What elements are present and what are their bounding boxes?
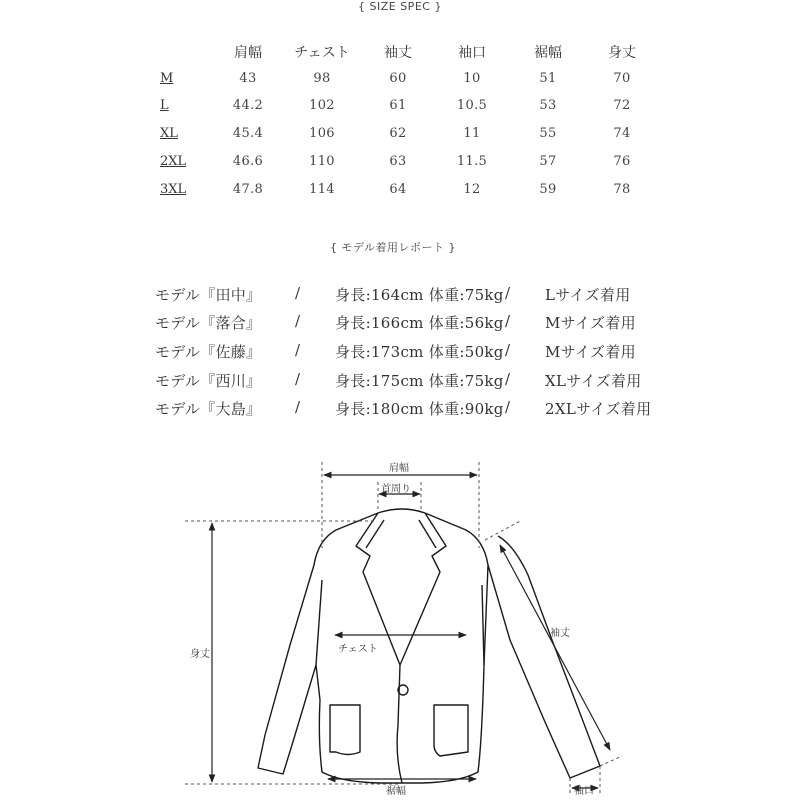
model-name: モデル『落合』 (155, 314, 262, 332)
sleeve-label: 袖丈 (550, 628, 570, 639)
right-pocket (434, 705, 468, 756)
row-label: XL (160, 126, 178, 141)
hem-label: 裾幅 (386, 786, 406, 797)
model-stats: 身長:173cm 体重:50kg (335, 343, 504, 361)
table-cell: 51 (539, 71, 557, 86)
model-size-worn: Mサイズ着用 (545, 343, 636, 361)
table-cell: 64 (389, 182, 407, 197)
collar-back (378, 509, 425, 513)
table-cell: 11 (463, 126, 481, 141)
table-cell: 10.5 (456, 98, 488, 113)
table-cell: 72 (613, 98, 631, 113)
column-header-hem: 裾幅 (534, 45, 562, 61)
table-cell: 11.5 (456, 154, 488, 169)
table-cell: 47.8 (232, 182, 264, 197)
table-cell: 63 (389, 154, 407, 169)
separator: / (505, 398, 511, 416)
neck-label: 首周り (381, 484, 411, 495)
table-cell: 12 (463, 182, 481, 197)
front-opening (397, 665, 402, 783)
length-label: 身丈 (190, 649, 210, 660)
table-cell: 10 (463, 71, 481, 86)
model-report-heading: { モデル着用レポート } (330, 241, 456, 254)
table-cell: 57 (539, 154, 557, 169)
model-name: モデル『田中』 (155, 286, 262, 304)
table-cell: 44.2 (232, 98, 264, 113)
table-cell: 70 (613, 71, 631, 86)
left-collar-edge (366, 520, 384, 548)
model-size-worn: 2XLサイズ着用 (545, 400, 652, 418)
row-label: M (160, 71, 174, 86)
model-stats: 身長:164cm 体重:75kg (335, 286, 504, 304)
column-header-cuff: 袖口 (458, 45, 486, 61)
separator: / (295, 284, 301, 302)
separator: / (295, 398, 301, 416)
table-cell: 43 (239, 71, 257, 86)
table-cell: 102 (309, 98, 335, 113)
separator: / (295, 370, 301, 388)
chest-label: チェスト (338, 644, 378, 655)
row-label: 3XL (160, 182, 187, 197)
model-stats: 身長:180cm 体重:90kg (335, 400, 504, 418)
table-cell: 53 (539, 98, 557, 113)
table-cell: 60 (389, 71, 407, 86)
table-cell: 106 (309, 126, 335, 141)
model-name: モデル『西川』 (155, 372, 262, 390)
separator: / (505, 341, 511, 359)
separator: / (295, 312, 301, 330)
table-cell: 62 (389, 126, 407, 141)
right-collar-edge (419, 520, 436, 548)
left-pocket (330, 705, 360, 755)
cuff-label: 袖口 (574, 786, 594, 797)
shoulder-label: 肩幅 (389, 463, 409, 474)
table-cell: 74 (613, 126, 631, 141)
model-stats: 身長:175cm 体重:75kg (335, 372, 504, 390)
column-header-sleeve: 袖丈 (384, 45, 412, 61)
model-size-worn: Lサイズ着用 (545, 286, 631, 304)
right-side-seam (482, 585, 484, 665)
column-header-chest: チェスト (294, 45, 350, 61)
model-size-worn: XLサイズ着用 (545, 372, 642, 390)
table-cell: 98 (313, 71, 331, 86)
separator: / (505, 284, 511, 302)
row-label: 2XL (160, 154, 187, 169)
table-cell: 78 (613, 182, 631, 197)
table-cell: 59 (539, 182, 557, 197)
jacket-right-body (402, 565, 488, 783)
jacket-right-side (425, 513, 600, 778)
table-cell: 61 (389, 98, 407, 113)
table-cell: 110 (309, 154, 335, 169)
table-cell: 46.6 (232, 154, 264, 169)
separator: / (295, 341, 301, 359)
sleeve-arrow (500, 545, 610, 750)
size-spec-heading: { SIZE SPEC } (358, 0, 442, 13)
table-cell: 114 (309, 182, 335, 197)
row-label: L (160, 98, 169, 113)
column-header-length: 身丈 (608, 45, 636, 61)
model-size-worn: Mサイズ着用 (545, 314, 636, 332)
left-side-seam (316, 580, 322, 665)
right-lapel (400, 513, 446, 665)
jacket-outline (258, 509, 600, 783)
column-header-shoulder: 肩幅 (234, 45, 262, 61)
table-cell: 45.4 (232, 126, 264, 141)
table-cell: 55 (539, 126, 557, 141)
table-cell: 76 (613, 154, 631, 169)
model-stats: 身長:166cm 体重:56kg (335, 314, 504, 332)
separator: / (505, 370, 511, 388)
model-name: モデル『佐藤』 (155, 343, 262, 361)
model-name: モデル『大島』 (155, 400, 262, 418)
separator: / (505, 312, 511, 330)
